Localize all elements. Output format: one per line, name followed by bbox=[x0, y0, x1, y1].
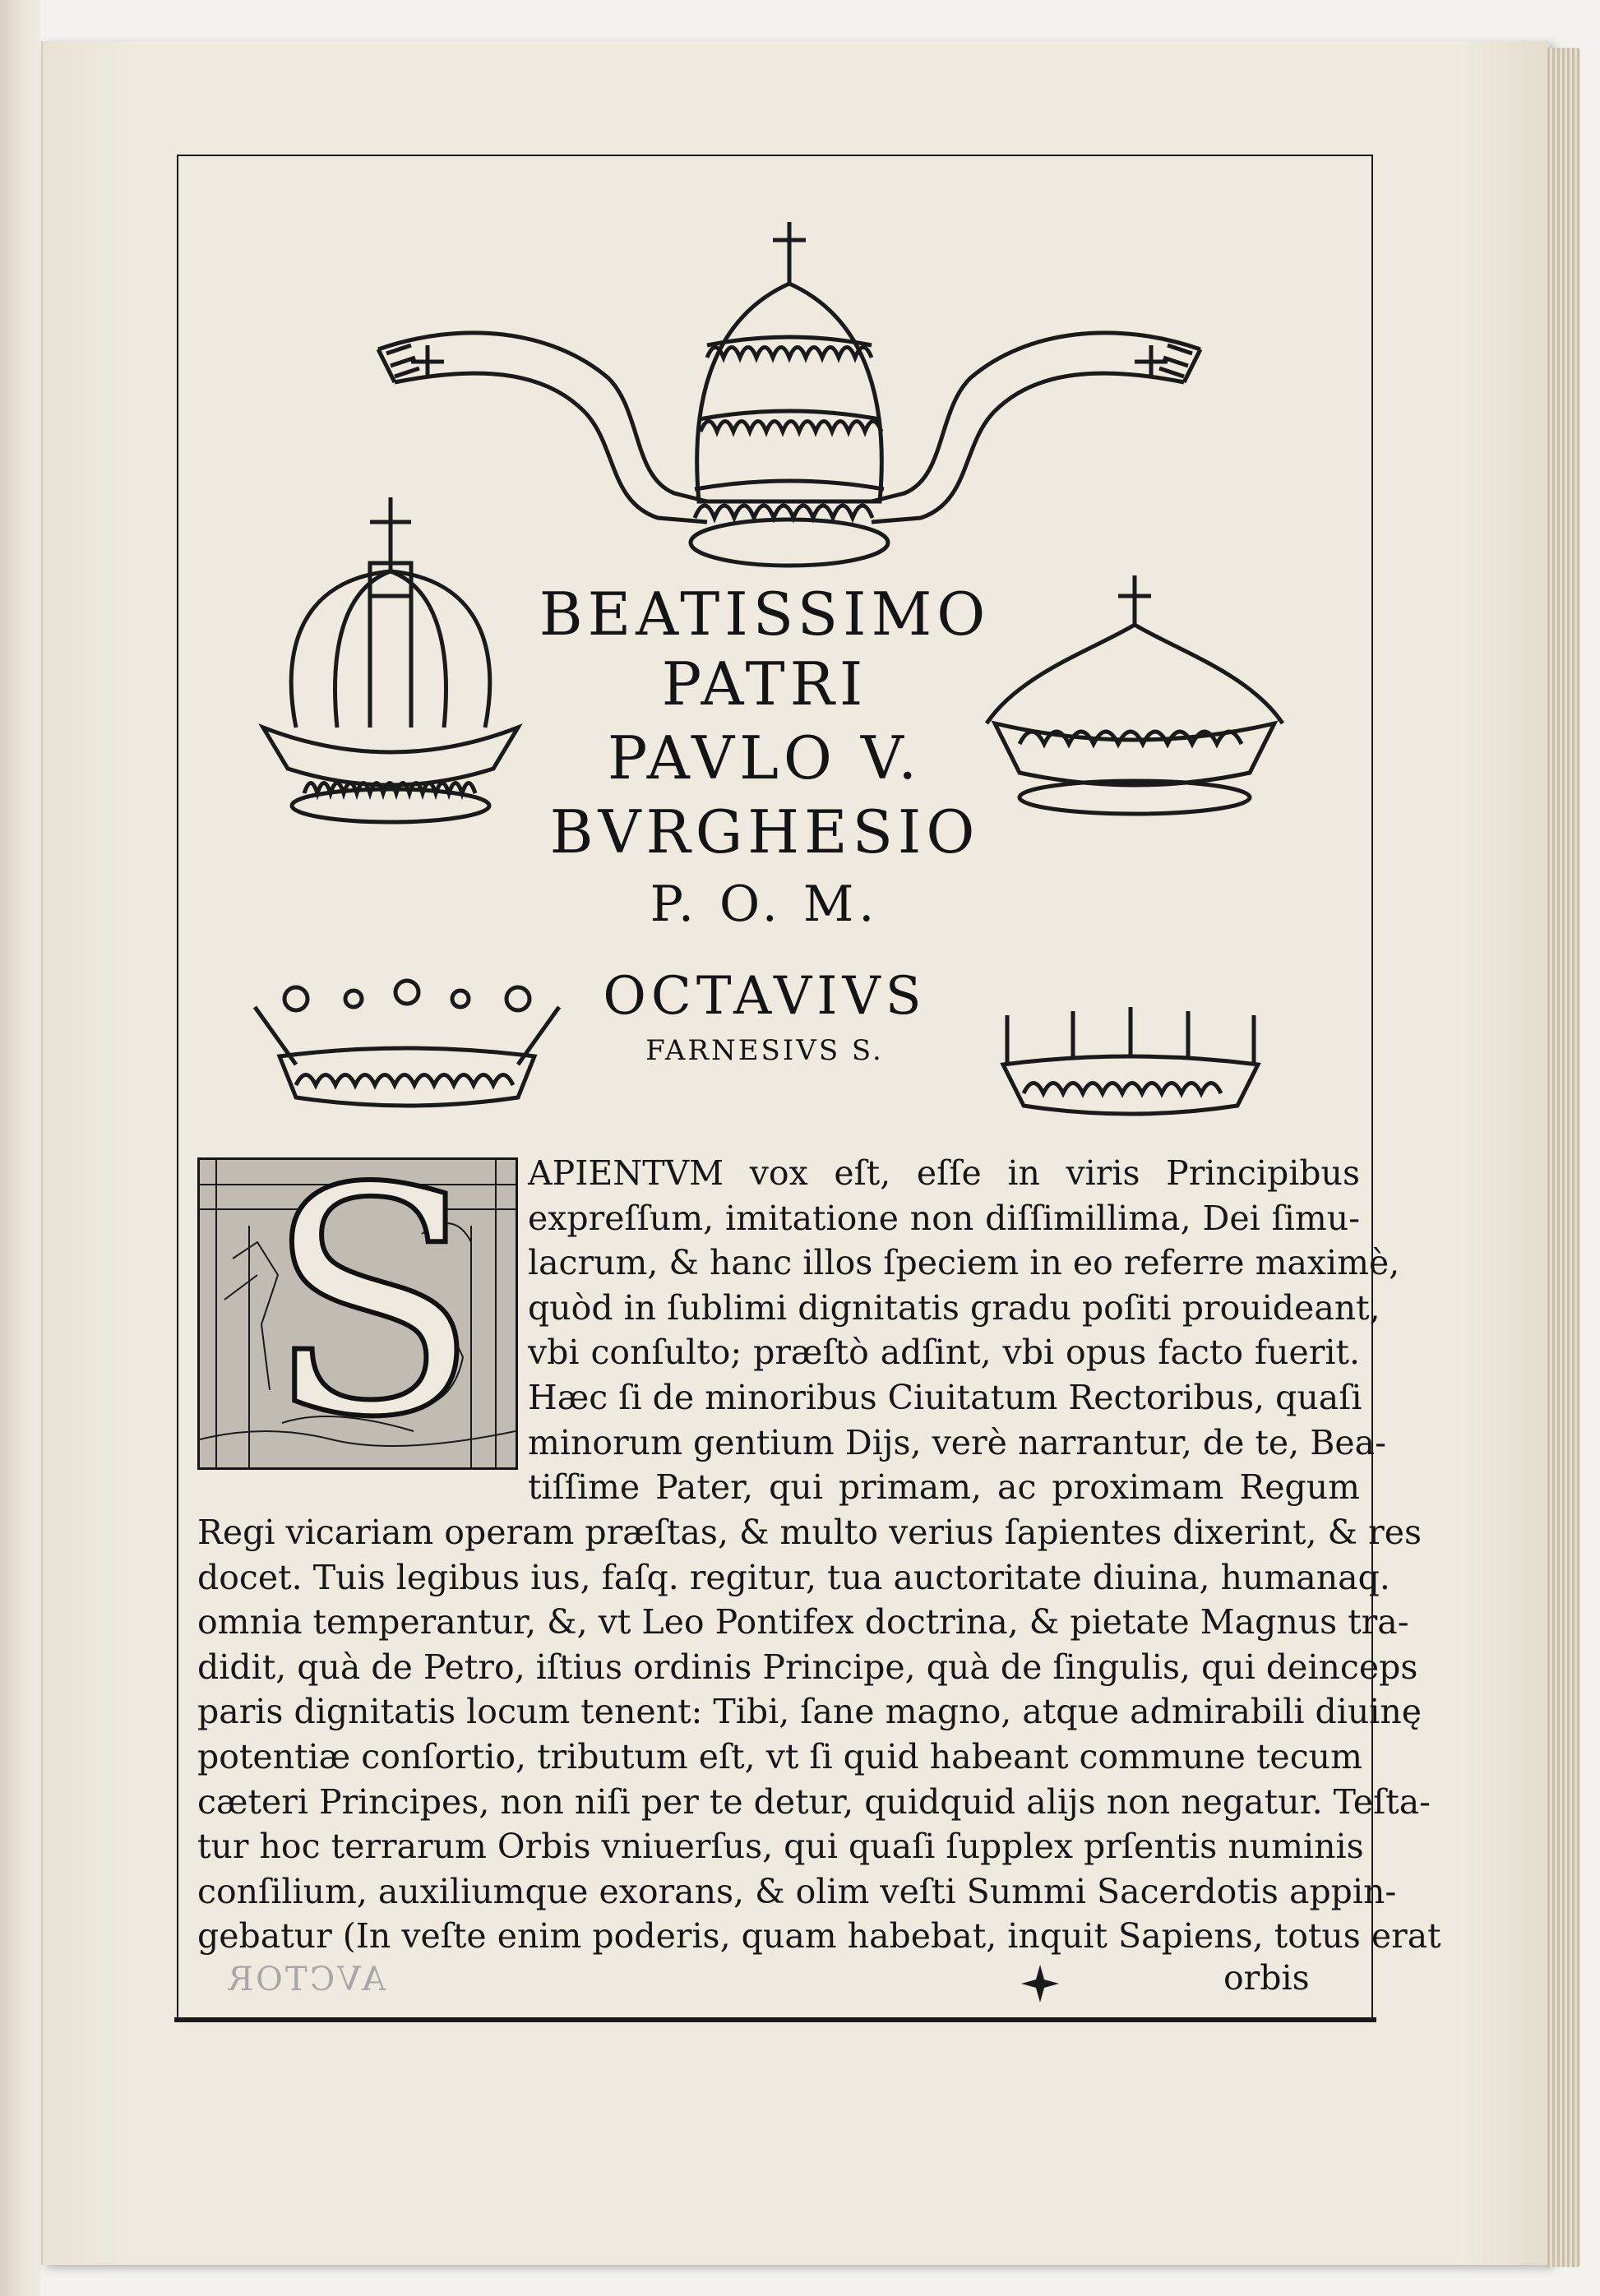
body-line: didit, quà de Petro, iſtius ordinis Principe, quà de ſingulis, qui deinceps bbox=[197, 1647, 1418, 1687]
body-line: conſilium, auxiliumque exorans, & olim veſti Summi Sacerdotis appin- bbox=[197, 1871, 1397, 1911]
historiated-initial bbox=[197, 1157, 518, 1470]
body-line: cæteri Principes, non niſi per te detur, quidquid alijs non negatur. Teſta- bbox=[197, 1781, 1431, 1822]
dedication-line-4: BVRGHESIO bbox=[549, 797, 980, 866]
dedication-line-1: BEATISSIMO bbox=[539, 580, 991, 649]
body-text-full bbox=[197, 1510, 1441, 1959]
body-line: vbi conſulto; præſtò adſint, vbi opus facto fuerit. bbox=[528, 1333, 1360, 1373]
crown-small-left-icon bbox=[247, 974, 567, 1114]
body-text-indented bbox=[528, 1151, 1400, 1510]
bleed-through-text: AVCTOR bbox=[226, 1961, 386, 1998]
body-line: APIENTVM vox eſt, eſſe in viris Principibus bbox=[528, 1153, 1360, 1193]
royal-crown-icon bbox=[970, 559, 1299, 822]
catchword: orbis bbox=[1223, 1958, 1310, 1998]
body-line: docet. Tuis legibus ius, faſq. regitur, tua auctoritate diuina, humanaq. bbox=[197, 1557, 1390, 1597]
author-surname: FARNESIVS S. bbox=[645, 1034, 884, 1067]
body-line: tiſſime Pater, qui primam, ac proximam Regum bbox=[528, 1467, 1360, 1508]
body-line: gebatur (In veſte enim poderis, quam habebat, inquit Sapiens, totus erat bbox=[197, 1916, 1441, 1956]
fleuron-cross-icon bbox=[1020, 1963, 1061, 2004]
body-line: paris dignitatis locum tenent: Tibi, ſane magno, atque admirabili diuinę bbox=[197, 1692, 1422, 1732]
body-line: Regi vicariam operam præſtas, & multo verius ſapientes dixerint, & res bbox=[197, 1513, 1422, 1552]
body-line: tur hoc terrarum Orbis vniuerſus, qui quaſi ſupplex prſentis numinis bbox=[197, 1827, 1364, 1867]
binding-spine bbox=[0, 0, 41, 2296]
frame-bottom-rule bbox=[174, 2017, 1376, 2022]
body-line: expreſſum, imitatione non diſſimillima, Dei ſimu- bbox=[528, 1198, 1360, 1238]
dedication-line-3: PAVLO V. bbox=[607, 723, 923, 792]
author-name: OCTAVIVS bbox=[603, 966, 927, 1027]
body-line: quòd in ſublimi dignitatis gradu poſiti prouideant, bbox=[528, 1287, 1380, 1328]
body-line: minorum gentium Dijs, verè narrantur, de te, Bea- bbox=[528, 1422, 1386, 1462]
dedication-line-5: P. O. M. bbox=[650, 875, 880, 933]
body-line: omnia temperantur, &, vt Leo Pontifex doctrina, & pietate Magnus tra- bbox=[197, 1602, 1409, 1642]
body-line: Hæc ſi de minoribus Ciuitatum Rectoribus, quaſi bbox=[528, 1377, 1362, 1417]
body-line: potentiæ conſortio, tributum eſt, vt ſi quid habeant commune tecum bbox=[197, 1736, 1362, 1776]
dedication-line-2: PATRI bbox=[661, 649, 868, 718]
page-edges bbox=[1547, 48, 1580, 2267]
crown-small-right-icon bbox=[991, 999, 1270, 1122]
body-line: lacrum, & hanc illos ſpeciem in eo referre maximè, bbox=[528, 1243, 1400, 1283]
imperial-crown-icon bbox=[247, 481, 534, 826]
dropcap-letter: S bbox=[266, 1157, 480, 1470]
